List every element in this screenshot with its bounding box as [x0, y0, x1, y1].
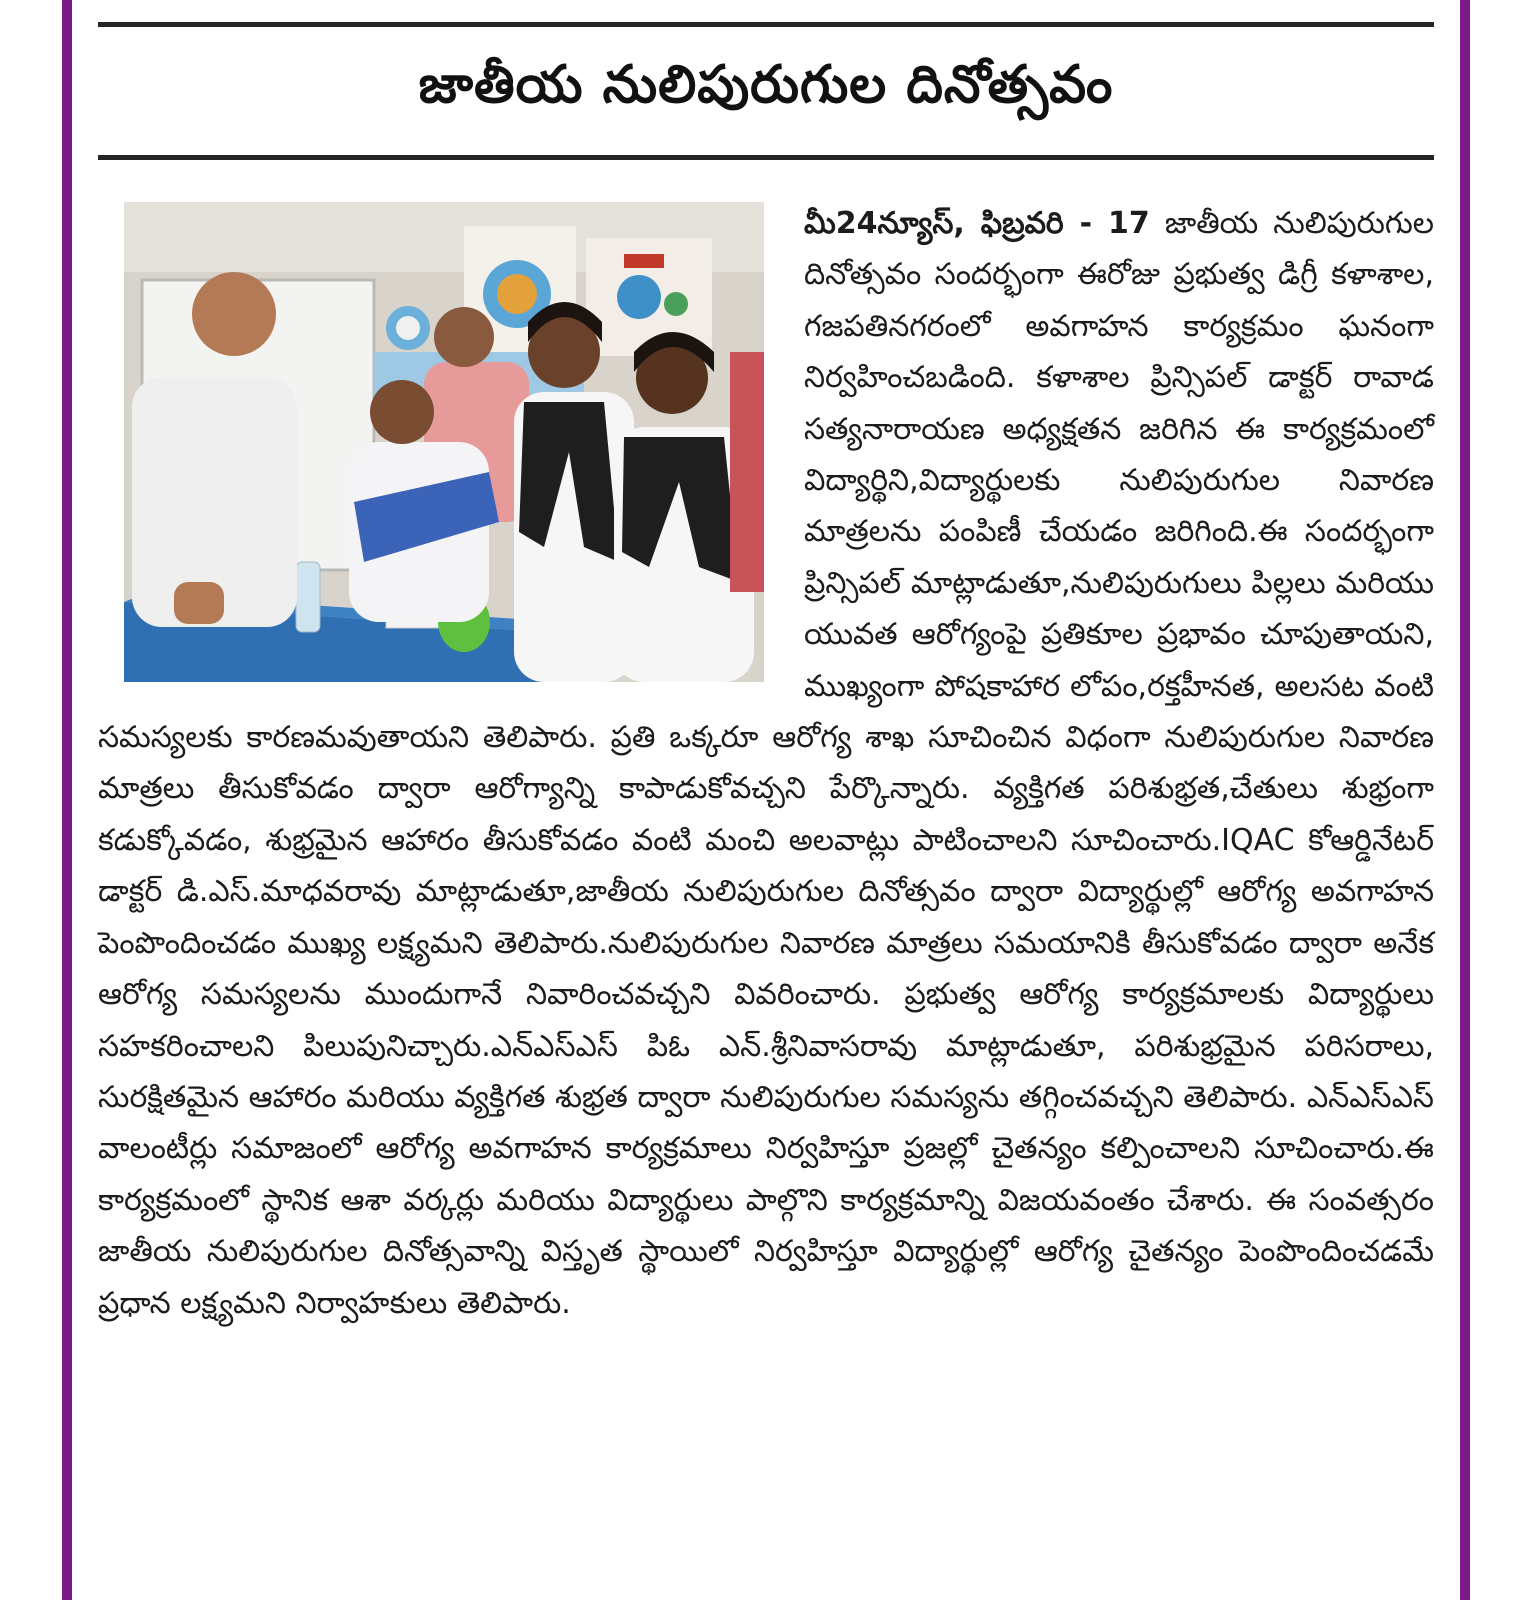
top-rule [98, 22, 1434, 27]
news-photo-illustration [124, 202, 764, 682]
bottom-rule [98, 155, 1434, 160]
left-frame-bar [62, 0, 72, 1600]
news-photo [124, 202, 764, 682]
dateline: మీ24న్యూస్, ఫిబ్రవరి - 17 [804, 206, 1150, 241]
article [98, 198, 1434, 1329]
article-body: జాతీయ నులిపురుగుల దినోత్సవం సందర్భంగా ఈరోజు ప్రభుత్వ డిగ్రీ కళాశాల, గజపతినగరంలో అవగాహన కార్యక్రమం ఘనంగా నిర్వహించబడింది. కళాశాల ప్రిన్సిపల్ డాక్టర్ రావాడ సత్యనారాయణ అధ్యక్షతన జరిగిన ఈ కార్యక్రమంలో విద్యార్థిని,విద్యార్థులకు నులిపురుగుల నివారణ మాత్రలను పంపిణీ చేయడం జరిగింది.ఈ సందర్భంగా ప్రిన్సిపల్ మాట్లాడుతూ,నులిపురుగులు పిల్లలు మరియు యువత ఆరోగ్యంపై ప్రతికూల ప్రభావం చూపుతాయని, ముఖ్యంగా పోషకాహార లోపం,రక్తహీనత, అలసట వంటి సమస్యలకు కారణమవుతాయని తెలిపారు. ప్రతి ఒక్కరూ ఆరోగ్య శాఖ సూచించిన విధంగా నులిపురుగుల నివారణ మాత్రలు తీసుకోవడం ద్వారా ఆరోగ్యాన్ని కాపాడుకోవచ్చని పేర్కొన్నారు. వ్యక్తిగత పరిశుభ్రత,చేతులు శుభ్రంగా కడుక్కోవడం, శుభ్రమైన ఆహారం తీసుకోవడం వంటి మంచి అలవాట్లు పాటించాలని సూచించారు.IQAC కోఆర్డినేటర్ డాక్టర్ డి.ఎస్.మాధవరావు మాట్లాడుతూ,జాతీయ నులిపురుగుల దినోత్సవం ద్వారా విద్యార్థుల్లో ఆరోగ్య అవగాహన పెంపొందించడం ముఖ్య లక్ష్యమని తెలిపారు.నులిపురుగుల నివారణ మాత్రలు సమయానికి తీసుకోవడం ద్వారా అనేక ఆరోగ్య సమస్యలను ముందుగానే నివారించవచ్చని వివరించారు. ప్రభుత్వ ఆరోగ్య కార్యక్రమాలకు విద్యార్థులు సహకరించాలని పిలుపునిచ్చారు.ఎన్ఎస్ఎస్ పిఓ ఎన్.శ్రీనివాసరావు మాట్లాడుతూ, పరిశుభ్రమైన పరిసరాలు, సురక్షితమైన ఆహారం మరియు వ్యక్తిగత శుభ్రత ద్వారా నులిపురుగుల సమస్యను తగ్గించవచ్చని తెలిపారు. ఎన్ఎస్ఎస్ వాలంటీర్లు సమాజంలో ఆరోగ్య అవగాహన కార్యక్రమాలు నిర్వహిస్తూ ప్రజల్లో చైతన్యం కల్పించాలని సూచించారు.ఈ కార్యక్రమంలో స్థానిక ఆశా వర్కర్లు మరియు విద్యార్థులు పాల్గొని కార్యక్రమాన్ని విజయవంతం చేశారు. ఈ సంవత్సరం జాతీయ నులిపురుగుల దినోత్సవాన్ని విస్తృత స్థాయిలో నిర్వహిస్తూ విద్యార్థుల్లో ఆరోగ్య చైతన్యం పెంపొందించడమే ప్రధాన లక్ష్యమని నిర్వాహకులు తెలిపారు. [98, 206, 1434, 1321]
headline: జాతీయ నులిపురుగుల దినోత్సవం [418, 54, 1114, 115]
right-frame-bar [1460, 0, 1470, 1600]
